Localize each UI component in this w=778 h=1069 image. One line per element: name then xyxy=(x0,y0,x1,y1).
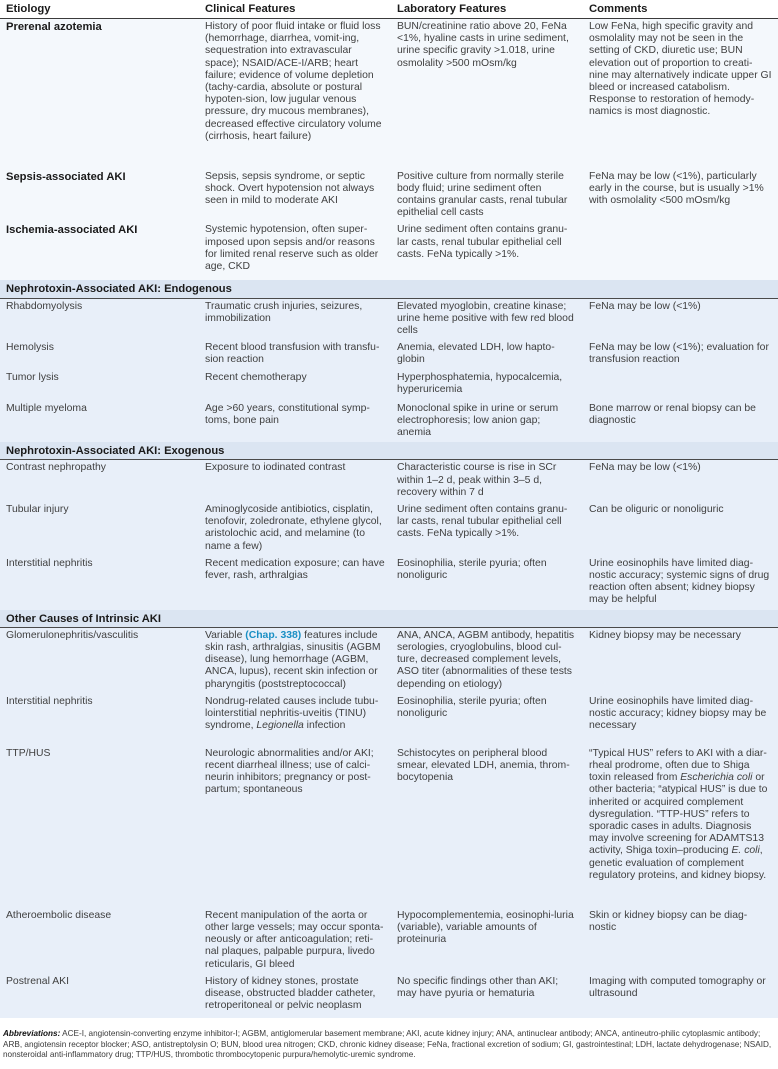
clinical-cell xyxy=(199,694,391,746)
clinical-cell: Systemic hypotension, often super-imposed upon sepsis and/or reasons for limited renal reserve such as older age, CKD xyxy=(199,222,391,280)
section-header-row xyxy=(0,442,778,460)
table-header-row xyxy=(0,0,778,19)
comments-cell: Skin or kidney biopsy can be diag-nostic xyxy=(583,908,778,974)
etiology-cell: Postrenal AKI xyxy=(0,974,199,1018)
abbreviations-label: Abbreviations: xyxy=(3,1029,61,1038)
etiology-cell: Tumor lysis xyxy=(0,370,199,401)
comments-cell xyxy=(583,222,778,280)
clinical-cell: History of poor fluid intake or fluid loss (hemorrhage, diarrhea, vomit-ing, sequestration into extravascular space); NSAID/ACE-I/ARB; heart failure; evidence of volume depletion (tachy-cardia, absolute or postural hypoten-sion, low jugular venous pressure, dry mucous membranes), decreased effective circulatory volume (cirrhosis, heart failure) xyxy=(199,19,391,169)
lab-cell: Elevated myoglobin, creatine kinase; urine heme positive with few red blood cells xyxy=(391,298,583,340)
table-row xyxy=(0,222,778,280)
section-title: Nephrotoxin-Associated AKI: Endogenous xyxy=(0,280,778,298)
comments-italic: Escherichia coli xyxy=(680,772,753,784)
etiology-cell: Glomerulonephritis/vasculitis xyxy=(0,627,199,694)
etiology-cell: Sepsis-associated AKI xyxy=(0,169,199,223)
etiology-cell: Interstitial nephritis xyxy=(0,556,199,610)
clinical-cell: Traumatic crush injuries, seizures, immobilization xyxy=(199,298,391,340)
table-row xyxy=(0,298,778,340)
etiology-cell: Tubular injury xyxy=(0,502,199,556)
comments-cell: Bone marrow or renal biopsy can be diagnostic xyxy=(583,401,778,443)
table-row xyxy=(0,556,778,610)
clinical-italic: Legionella xyxy=(256,720,304,732)
etiology-cell: Contrast nephropathy xyxy=(0,460,199,502)
comments-cell: FeNa may be low (<1%); evaluation for transfusion reaction xyxy=(583,340,778,369)
etiology-cell: Prerenal azotemia xyxy=(0,19,199,169)
clinical-text: Variable xyxy=(205,629,246,641)
section-title: Other Causes of Intrinsic AKI xyxy=(0,610,778,628)
comments-cell: Imaging with computed tomography or ultrasound xyxy=(583,974,778,1018)
clinical-cell: Sepsis, sepsis syndrome, or septic shock. Overt hypotension not always seen in mild to moderate AKI xyxy=(199,169,391,223)
comments-cell xyxy=(583,746,778,908)
lab-cell: Eosinophilia, sterile pyuria; often nonoliguric xyxy=(391,694,583,746)
etiology-cell: Multiple myeloma xyxy=(0,401,199,443)
chapter-reference-link[interactable]: (Chap. 338) xyxy=(245,629,302,641)
lab-cell: Urine sediment often contains granu-lar casts, renal tubular epithelial cell casts. FeNa typically >1%. xyxy=(391,502,583,556)
lab-cell: ANA, ANCA, AGBM antibody, hepatitis serologies, cryoglobulins, blood cul-ture, decreased complement levels, ASO titer (abnormalities of these tests depending on etiology) xyxy=(391,627,583,694)
column-header-laboratory: Laboratory Features xyxy=(391,0,583,19)
clinical-cell: History of kidney stones, prostate disease, obstructed bladder catheter, retroperitoneal or pelvic neoplasm xyxy=(199,974,391,1018)
table-row xyxy=(0,746,778,908)
lab-cell: Positive culture from normally sterile body fluid; urine sediment often contains granular casts, renal tubular epithelial cell casts xyxy=(391,169,583,223)
table-row xyxy=(0,974,778,1018)
table-row xyxy=(0,627,778,694)
table-row xyxy=(0,401,778,443)
column-header-clinical: Clinical Features xyxy=(199,0,391,19)
abbreviations-footnote xyxy=(0,1029,778,1061)
clinical-cell xyxy=(199,627,391,694)
lab-cell: Eosinophilia, sterile pyuria; often nonoliguric xyxy=(391,556,583,610)
comments-cell xyxy=(583,370,778,401)
etiology-cell: Ischemia-associated AKI xyxy=(0,222,199,280)
table-row xyxy=(0,694,778,746)
clinical-text: infection xyxy=(303,720,346,732)
section-title: Nephrotoxin-Associated AKI: Exogenous xyxy=(0,442,778,460)
lab-cell: BUN/creatinine ratio above 20, FeNa <1%, hyaline casts in urine sediment, urine specific gravity >1.018, urine osmolality >500 mOsm/kg xyxy=(391,19,583,169)
comments-cell: Low FeNa, high specific gravity and osmolality may not be seen in the setting of CKD, diuretic use; BUN elevation out of proportion to creati-nine may alternatively indicate upper GI bleed or increased catabolism. Response to restoration of hemody-namics is most diagnostic. xyxy=(583,19,778,169)
clinical-cell: Aminoglycoside antibiotics, cisplatin, tenofovir, zoledronate, ethylene glycol, aristolochic acid, and melamine (to name a few) xyxy=(199,502,391,556)
table-row xyxy=(0,460,778,502)
etiology-cell: Hemolysis xyxy=(0,340,199,369)
clinical-text: Nondrug-related causes include tubu-lointerstitial nephritis-uveitis (TINU) syndrome, xyxy=(205,695,379,732)
clinical-text: features include skin rash, arthralgias, sinusitis (AGBM disease), lung hemorrhage (AGBM, ANCA, lupus), recent skin infection or pharyngitis (poststreptococcal) xyxy=(205,629,381,690)
table-row xyxy=(0,502,778,556)
table-row xyxy=(0,169,778,223)
comments-cell: Can be oliguric or nonoliguric xyxy=(583,502,778,556)
abbreviations-text: ACE-I, angiotensin-converting enzyme inhibitor-I; AGBM, antiglomerular basement membrane; AKI, acute kidney injury; ANA, antinuclear antibody; ANCA, antineutro-philic cytoplasmic antibody; ARB, angiotensin receptor blocker; ASO, antistreptolysin O; BUN, blood urea nitrogen; CKD, chronic kidney disease; FeNa, fractional excretion of sodium; GI, gastrointestinal; LDH, lactate dehydrogenase; NSAID, nonsteroidal anti-inflammatory drug; TTP/HUS, thrombotic thrombocytopenic purpura/hemolytic-uremic syndrome. xyxy=(3,1029,772,1060)
table-row xyxy=(0,908,778,974)
clinical-cell: Recent blood transfusion with transfu-sion reaction xyxy=(199,340,391,369)
table-row xyxy=(0,19,778,169)
column-header-etiology: Etiology xyxy=(0,0,199,19)
etiology-cell: TTP/HUS xyxy=(0,746,199,908)
comments-text: “Typical HUS” refers to AKI with a diar-rheal prodrome, often due to Shiga toxin released from xyxy=(589,747,767,784)
lab-cell: Monoclonal spike in urine or serum electrophoresis; low anion gap; anemia xyxy=(391,401,583,443)
comments-cell: FeNa may be low (<1%) xyxy=(583,298,778,340)
lab-cell: Hypocomplementemia, eosinophi-luria (variable), variable amounts of proteinuria xyxy=(391,908,583,974)
comments-text: or other bacteria; “atypical HUS” is due to inherited or acquired complement dysregulation. “TTP-HUS” refers to sporadic cases in adults. Diagnosis may involve screening for ADAMTS13 activity, Shiga toxin–producing xyxy=(589,772,768,857)
lab-cell: Urine sediment often contains granu-lar casts, renal tubular epithelial cell casts. FeNa typically >1%. xyxy=(391,222,583,280)
comments-italic: E. coli xyxy=(731,845,760,857)
table-row xyxy=(0,370,778,401)
clinical-cell: Neurologic abnormalities and/or AKI; recent diarrheal illness; use of calci-neurin inhibitors; pregnancy or post-partum; spontaneous xyxy=(199,746,391,908)
comments-cell: FeNa may be low (<1%), particularly early in the course, but is usually >1% with osmolality <500 mOsm/kg xyxy=(583,169,778,223)
lab-cell: Anemia, elevated LDH, low hapto-globin xyxy=(391,340,583,369)
clinical-cell: Exposure to iodinated contrast xyxy=(199,460,391,502)
comments-cell: Urine eosinophils have limited diag-nostic accuracy; kidney biopsy may be necessary xyxy=(583,694,778,746)
etiology-cell: Atheroembolic disease xyxy=(0,908,199,974)
clinical-cell: Recent medication exposure; can have fever, rash, arthralgias xyxy=(199,556,391,610)
table-row xyxy=(0,340,778,369)
comments-cell: Urine eosinophils have limited diag-nostic accuracy; systemic signs of drug reaction often absent; kidney biopsy may be helpful xyxy=(583,556,778,610)
etiology-cell: Interstitial nephritis xyxy=(0,694,199,746)
comments-cell: FeNa may be low (<1%) xyxy=(583,460,778,502)
column-header-comments: Comments xyxy=(583,0,778,19)
lab-cell: Hyperphosphatemia, hypocalcemia, hyperuricemia xyxy=(391,370,583,401)
comments-text: , genetic evaluation of complement regulatory proteins, and kidney biopsy. xyxy=(589,845,767,881)
etiology-cell: Rhabdomyolysis xyxy=(0,298,199,340)
clinical-cell: Recent manipulation of the aorta or other large vessels; may occur sponta-neously or after anticoagulation; reti-nal plaques, palpable purpura, livedo reticularis, GI bleed xyxy=(199,908,391,974)
clinical-cell: Recent chemotherapy xyxy=(199,370,391,401)
lab-cell: Characteristic course is rise in SCr within 1–2 d, peak within 3–5 d, recovery within 7 d xyxy=(391,460,583,502)
clinical-cell: Age >60 years, constitutional symp-toms, bone pain xyxy=(199,401,391,443)
lab-cell: No specific findings other than AKI; may have pyuria or hematuria xyxy=(391,974,583,1018)
lab-cell: Schistocytes on peripheral blood smear, elevated LDH, anemia, throm-bocytopenia xyxy=(391,746,583,908)
section-header-row xyxy=(0,610,778,628)
section-header-row xyxy=(0,280,778,298)
comments-cell: Kidney biopsy may be necessary xyxy=(583,627,778,694)
